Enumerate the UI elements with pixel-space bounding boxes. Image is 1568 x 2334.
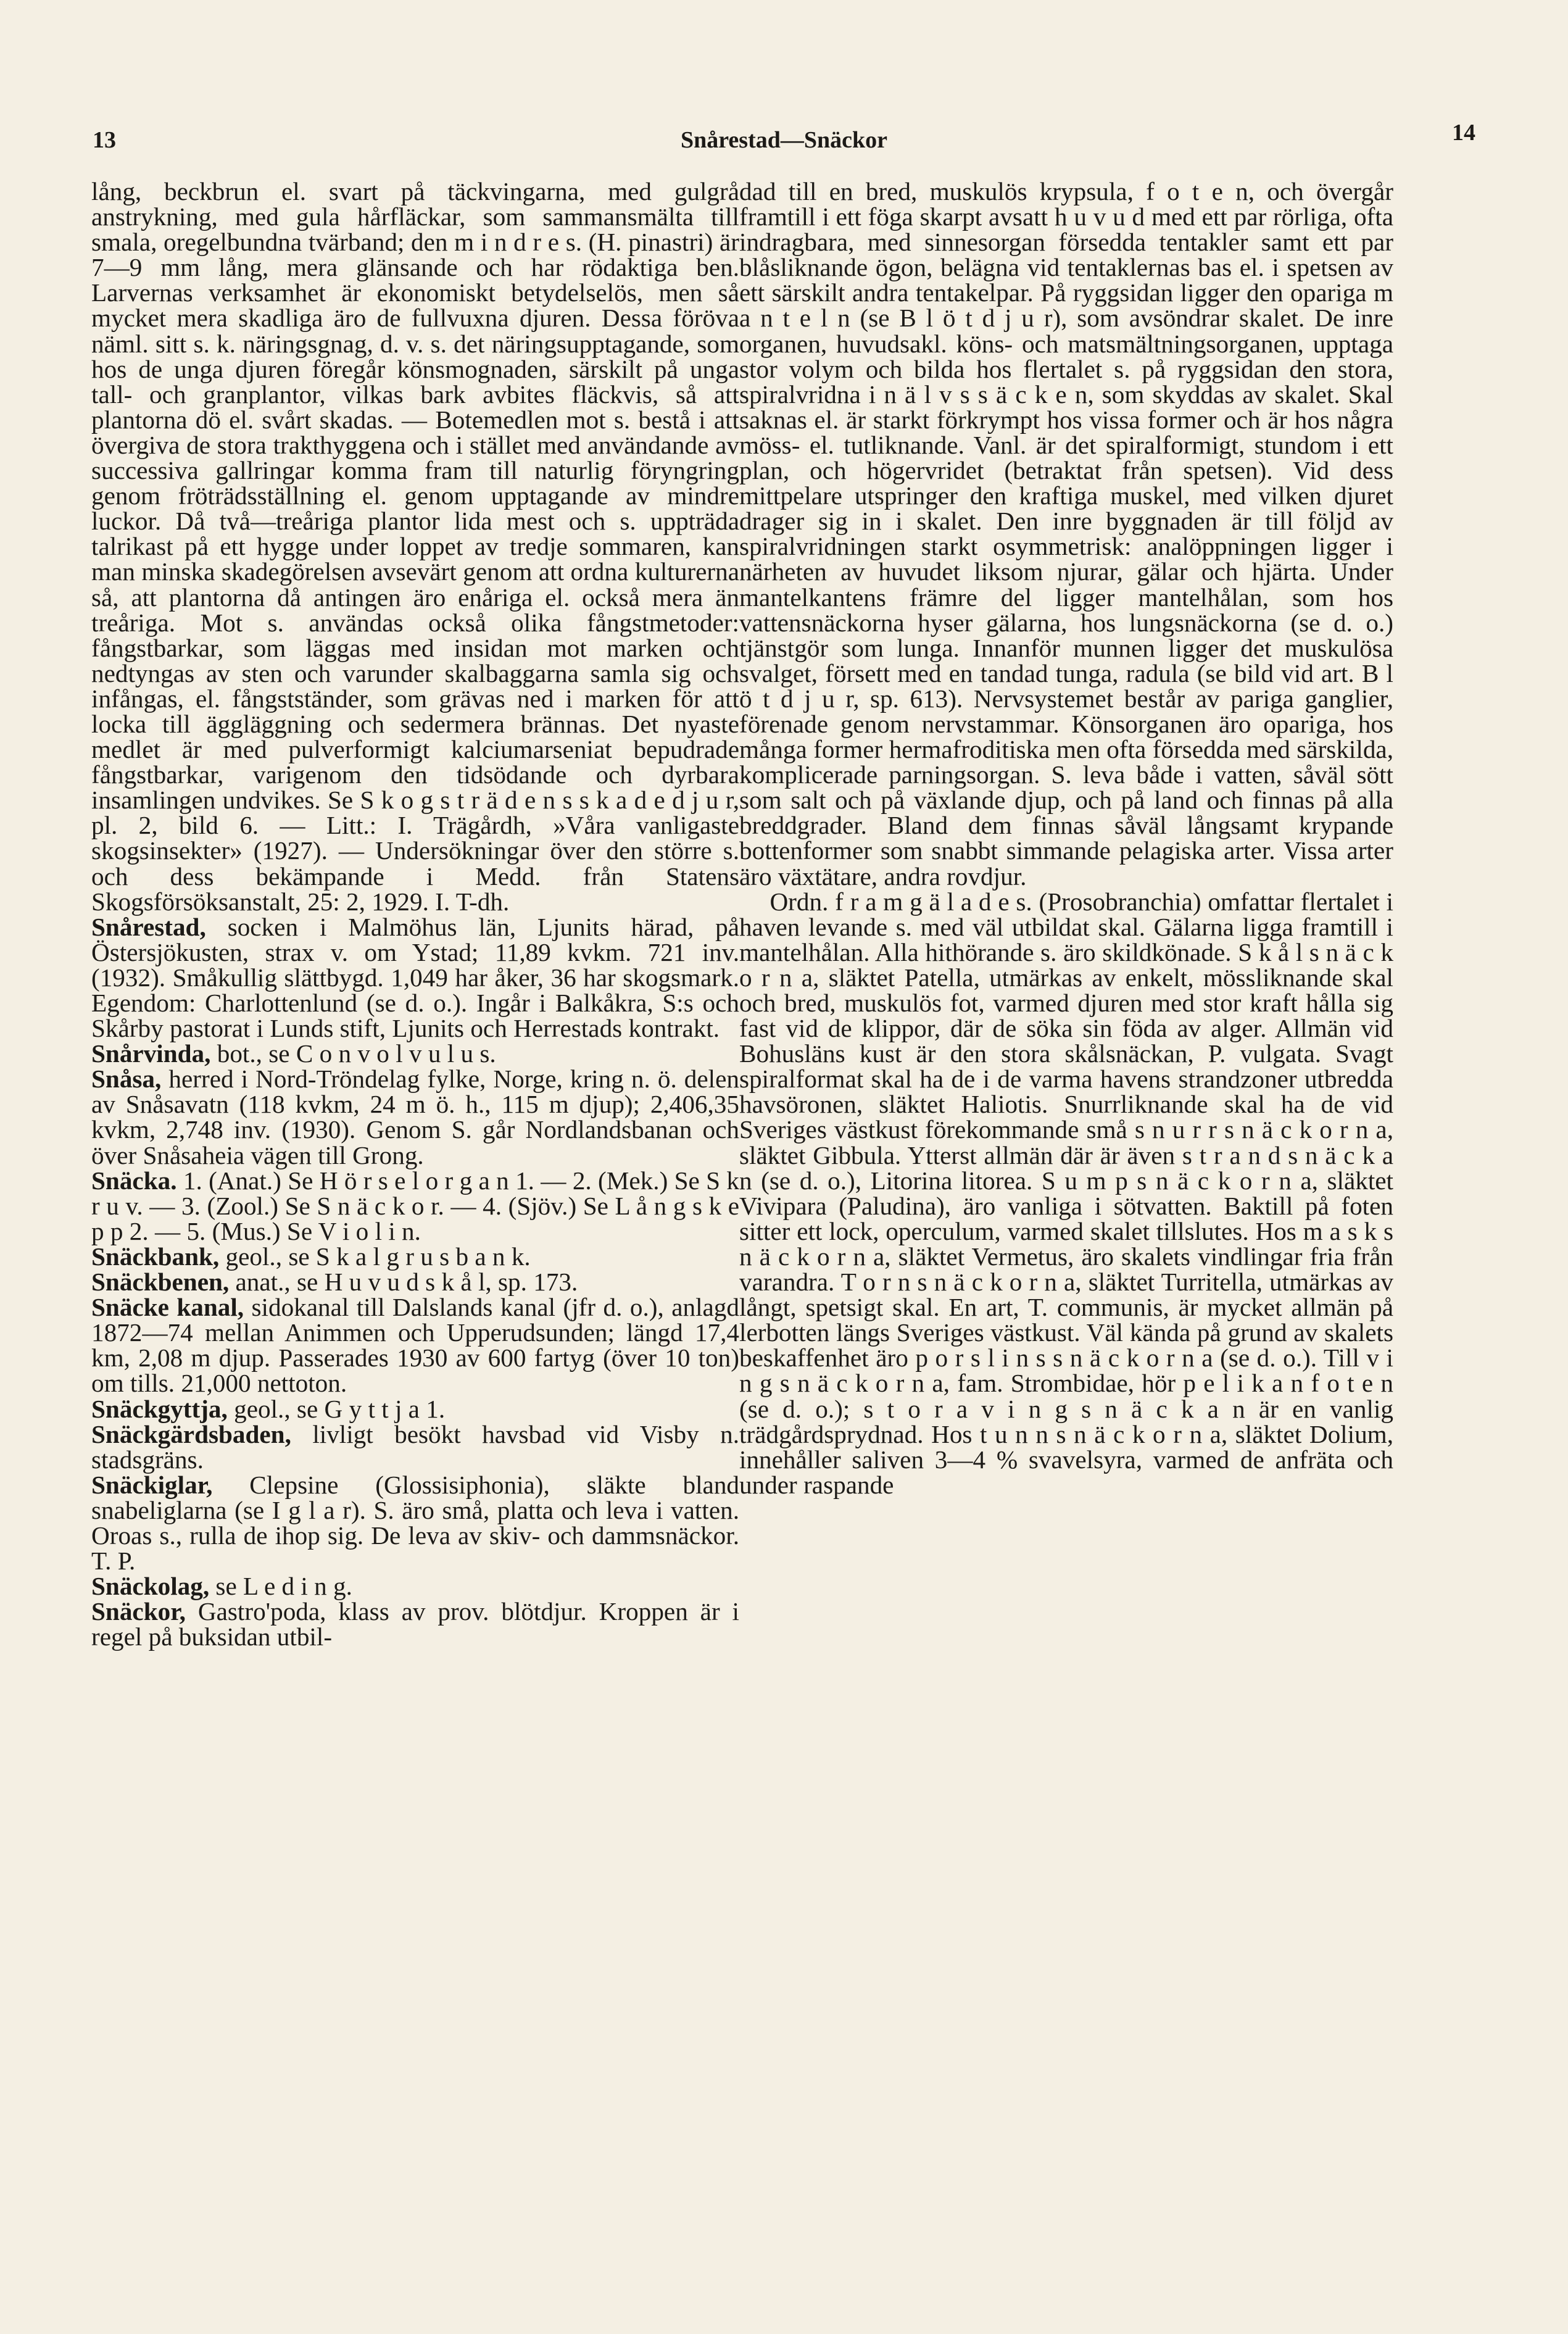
entry-text: geol., se G y t t j a 1. <box>234 1394 446 1423</box>
page-header <box>93 120 1475 170</box>
article-entry <box>91 912 740 1043</box>
page-number-left: 13 <box>93 127 116 153</box>
entry-text: livligt besökt havsbad vid Visby n. stadsgräns. <box>91 1419 740 1474</box>
entry-headword: Snäckgärdsbaden, <box>91 1419 291 1448</box>
article-entry <box>91 1295 739 1396</box>
text-paragraph <box>739 179 1393 889</box>
entry-headword: Snäckor, <box>91 1597 186 1626</box>
entry-headword: Snäckiglar, <box>91 1470 213 1499</box>
article-entry <box>91 1244 739 1269</box>
entry-text: Ordn. f r a m g ä l a d e s. (Prosobranchia) omfattar flertalet i haven levande s. med väl utbildat skal. Gälarna ligga framtill i mantelhålan. Alla hithörande s. äro skildkönade. S k å l s n ä c k o r n a, släktet Patella, utmärkas av enkelt, mössliknande skal och bred, muskulös fot, varmed djuren med stor kraft hålla sig fast vid de klippor, där de söka sin föda av alger. Allmän vid Bohusläns kust är den stora skålsnäckan, P. vulgata. Svagt spiralformat skal ha de i de varma havens strandzoner utbredda havsöronen, släktet Haliotis. Snurrliknande skal ha de vid Sveriges västkust förekommande små s n u r r s n ä c k o r n a, släktet Gibbula. Ytterst allmän där är även s t r a n d s n ä c k a n (se d. o.), Litorina litorea. S u m p s n ä c k o r n a, släktet Vivipara (Paludina), äro vanliga i sötvatten. Baktill på foten sitter ett lock, operculum, varmed skalet tillslutes. Hos m a s k s n ä c k o r n a, släktet Vermetus, äro skalets vindlingar fria från varandra. T o r n s n ä c k o r n a, släktet Turritella, utmärkas av långt, spetsigt skal. En art, T. communis, är mycket allmän på lerbotten längs Sveriges västkust. Väl kända på grund av skalets beskaffenhet äro p o r s l i n s s n ä c k o r n a (se d. o.). Till v i n g s n ä c k o r n a, fam. Strombidae, hör p e l i k a n f o t e n (se d. o.); s t o r a v i n g s n ä c k a n är en vanlig trädgårdsprydnad. Hos t u n n s n ä c k o r n a, släktet Dolium, innehåller saliven 3—4 % svavelsyra, varmed de anfräta och under raspande <box>739 887 1393 1499</box>
entry-text: anat., se H u v u d s k å l, sp. 173. <box>235 1268 578 1297</box>
text-paragraph <box>91 179 739 915</box>
article-entry <box>91 1394 739 1423</box>
entry-text: sidokanal till Dalslands kanal (jfr d. o.), anlagd 1872—74 mellan Animmen och Upperudsunden; längd 17,4 km, 2,08 m djup. Passerades 1930 av 600 fartyg (över 10 ton) om tills. 21,000 nettoton. <box>91 1293 739 1398</box>
page-number-right: 14 <box>1452 120 1475 146</box>
entry-text: bot., se C o n v o l v u l u s. <box>217 1039 496 1068</box>
entry-headword: Snäckbenen, <box>91 1268 230 1297</box>
article-entry <box>91 1269 739 1295</box>
entry-headword: Snårestad, <box>91 912 206 941</box>
entry-text: dad till en bred, muskulös krypsula, f o t e n, och övergår framtill i ett föga skarpt avsatt h u v u d med ett par rörliga, ofta indragbara, med sinnesorgan försedda tentakler samt ett par blåsliknande ögon, belägna vid tentaklernas bas el. i spetsen av ett särskilt andra tentakelpar. På ryggsidan ligger den opariga m a n t e l n (se B l ö t d j u r), som avsöndrar skalet. De inre organen, huvudsakl. köns- och matsmältningsorganen, upptaga stor volym och bilda hos flertalet s. på ryggsidan den stora, spiralvridna i n ä l v s s ä c k e n, som skyddas av skalet. Skal saknas el. är starkt förkrympt hos vissa former och är hos några möss- el. tutliknande. Vanl. är det spiralformigt, stundom i ett plan, och högervridet (betraktat från spetsen). Vid dess mittpelare utspringer den kraftiga muskel, med vilken djuret drager sig in i skalet. Den inre byggnaden är till följd av spiralvridningen starkt osymmetrisk: analöppningen ligger i närheten av huvudet liksom njurar, gälar och hjärta. Under mantelkantens främre del ligger mantelhålan, som hos vattensnäckorna hyser gälarna, hos lungsnäckorna (se d. o.) tjänstgör som lunga. Innanför munnen ligger det muskulösa svalget, försett med en tandad tunga, radula (se bild vid art. B l ö t d j u r, sp. 613). Nervsystemet består av pariga ganglier, förenade genom nervstammar. Könsorganen äro opariga, hos många former hermafroditiska men ofta försedda med särskilda, komplicerade parningsorgan. S. leva både i vatten, såväl sött som salt och på växlande djup, och på land och finnas på alla breddgrader. Bland dem finnas såväl långsamt krypande bottenformer som snabbt simmande pelagiska arter. Vissa arter äro växtätare, andra rovdjur. <box>739 177 1393 891</box>
article-entry <box>91 1599 739 1650</box>
entry-headword: Snäckolag, <box>91 1572 210 1601</box>
article-entry <box>91 1041 739 1066</box>
text-paragraph <box>739 889 1393 1498</box>
entry-text: se L e d i n g. <box>215 1572 352 1601</box>
entry-text: herred i Nord-Tröndelag fylke, Norge, kring n. ö. delen av Snåsavatn (118 kvkm, 24 m ö. h., 115 m djup); 2,406,35 kvkm, 2,748 inv. (1930). Genom S. går Nordlandsbanan och över Snåsaheia vägen till Grong. <box>91 1065 739 1169</box>
entry-headword: Snåsa, <box>91 1065 162 1094</box>
article-entry <box>91 1066 739 1168</box>
article-entry <box>91 1168 739 1244</box>
entry-text: Gastro'poda, klass av prov. blötdjur. Kroppen är i regel på buksidan utbil- <box>91 1597 739 1651</box>
entry-text: 1. (Anat.) Se H ö r s e l o r g a n 1. — 2. (Mek.) Se S k r u v. — 3. (Zool.) Se S n ä c k o r. — 4. (Sjöv.) Se L å n g s k e p p 2. — 5. (Mus.) Se V i o l i n. <box>91 1166 739 1245</box>
entry-text: Clepsine (Glossisiphonia), släkte bland snabeliglarna (se I g l a r). S. äro små, platta och leva i vatten. Oroas s., rulla de ihop sig. De leva av skiv- och dammsnäckor. T. P. <box>91 1470 740 1576</box>
article-entry <box>91 1419 740 1474</box>
right-column <box>739 179 1393 1498</box>
entry-headword: Snäckbank, <box>91 1242 220 1271</box>
entry-text: lång, beckbrun el. svart på täckvingarna, med gulgrå anstrykning, med gula hårfläckar, som sammansmälta till smala, oregelbundna tvärband; den m i n d r e s. (H. pinastri) är 7—9 mm lång, mera glänsande och har rödaktiga ben. Larvernas verksamhet är ekonomiskt betydelselös, men så mycket mera skadliga äro de fullvuxna djuren. Dessa föröva näml. sitt s. k. näringsgnag, d. v. s. det näringsupptagande, som hos de unga djuren föregår könsmognaden, särskilt på unga tall- och granplantor, vilkas bark avbites fläckvis, så att plantorna dö el. svårt skadas. — Botemedlen mot s. bestå i att övergiva de stora trakthyggena och i stället med användande av successiva gallringar komma fram till naturlig föryngring genom fröträdsställning el. genom upptagande av mindre luckor. Då två—treåriga plantor lida mest och s. uppträda talrikast på ett hygge under loppet av tredje sommaren, kan man minska skadegörelsen avsevärt genom att ordna kulturerna så, att plantorna då antingen äro enåriga el. också mera än treåriga. Mot s. användas också olika fångstmetoder: fångstbarkar, som läggas med insidan mot marken och nedtyngas av sten och varunder skalbaggarna samla sig och infångas, el. fångstständer, som grävas ned i marken för att locka till äggläggning och sedermera brännas. Det nyaste medlet är med pulverformigt kalciumarseniat bepudrade fångstbarkar, varigenom den tidsödande och dyrbara insamlingen undvikes. Se S k o g s t r ä d e n s s k a d e d j u r, pl. 2, bild 6. — Litt.: I. Trägårdh, »Våra vanligaste skogsinsekter» (1927). — Undersökningar över den större s. och dess bekämpande i Medd. från Statens Skogsförsöksanstalt, 25: 2, 1929. I. T-dh. <box>91 177 739 916</box>
entry-text: geol., se S k a l g r u s b a n k. <box>225 1242 531 1271</box>
article-entry <box>91 1472 739 1574</box>
running-head: Snårestad—Snäckor <box>680 127 888 153</box>
left-column <box>91 179 739 1650</box>
entry-headword: Snårvinda, <box>91 1039 211 1068</box>
entry-text: socken i Malmöhus län, Ljunits härad, på Östersjökusten, strax v. om Ystad; 11,89 kvkm. 721 inv. (1932). Småkullig slättbygd. 1,049 har åker, 36 har skogsmark. Egendom: Charlottenlund (se d. o.). Ingår i Balkåkra, S:s och Skårby pastorat i Lunds stift, Ljunits och Herrestads kontrakt. <box>91 912 740 1043</box>
entry-headword: Snäcke kanal, <box>91 1293 244 1322</box>
entry-headword: Snäcka. <box>91 1166 177 1195</box>
entry-headword: Snäckgyttja, <box>91 1394 228 1423</box>
article-entry <box>91 1574 739 1599</box>
